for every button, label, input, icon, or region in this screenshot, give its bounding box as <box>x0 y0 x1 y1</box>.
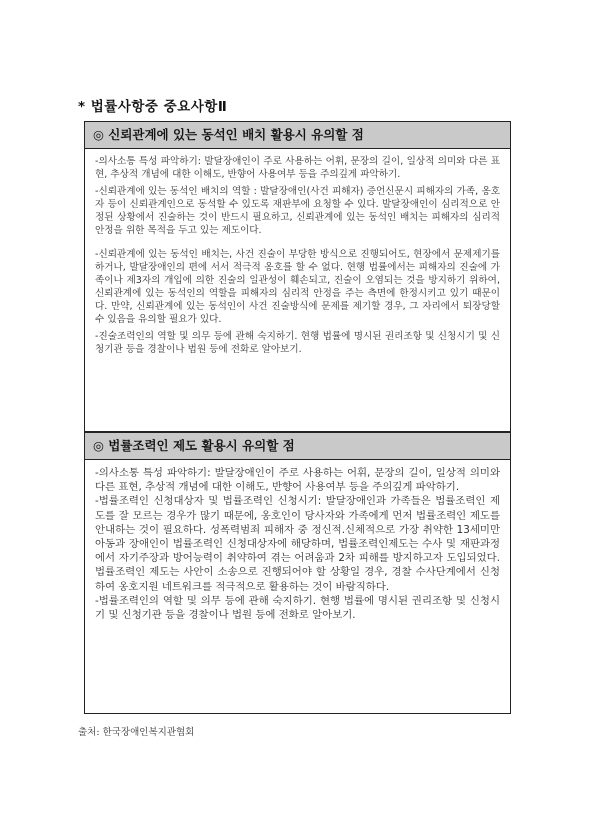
legal-aid-guideline-box <box>84 432 511 714</box>
source-citation: 출처: 한국장애인복지관협회 <box>78 727 195 738</box>
box-body <box>85 460 510 626</box>
paragraph: -진술조력인의 역할 및 의무 등에 관해 숙지하기. 현행 법률에 명시된 권리조항 및 신청시기 및 신청기관 등을 경찰이나 법원 등에 전화로 알아보기. <box>95 331 500 355</box>
box-heading: ◎ 신뢰관계에 있는 동석인 배치 활용시 유의할 점 <box>85 122 510 149</box>
paragraph: -의사소통 특성 파악하기: 발달장애인이 주로 사용하는 어휘, 문장의 길이, 일상적 의미와 다른 표현, 추상적 개념에 대한 이해도, 반향어 사용여부 등을 주의깊게 파악하기. <box>95 467 500 494</box>
paragraph: -법률조력인 신청대상자 및 법률조력인 신청시기: 발달장애인과 가족들은 법률조력인 제도를 잘 모르는 경우가 많기 때문에, 옹호인이 당사자와 가족에게 먼저 법률조력인 제도를 안내하는 것이 필요하다. 성폭력범죄 피해자 중 정신적.신체적으로 가장 취약한 13세미만 아동과 장애인이 법률조력인 신청대상자에 해당하며, 법률조력인제도는 수사 및 재판과정에서 자기주장과 방어능력이 취약하여 겪는 어려움과 2차 피해를 방지하고자 도입되었다. 법률조력인 제도는 사안이 소송으로 진행되어야 할 상황일 경우, 경찰 수사단계에서 신청하여 옹호지원 네트워크를 적극적으로 활용하는 것이 바람직하다. <box>95 495 500 593</box>
box-heading: ◎ 법률조력인 제도 활용시 유의할 점 <box>85 433 510 460</box>
box-body <box>85 149 510 364</box>
paragraph: -신뢰관계에 있는 동석인 배치의 역할 : 발달장애인(사건 피해자) 증언신문시 피해자의 가족, 옹호자 등이 신뢰관계인으로 동석할 수 있도록 재판부에 요청할 수 있다. 발달장애인이 심리적으로 안정된 상황에서 진술하는 것이 반드시 필요하고, 신뢰관계에 있는 동석인 배치는 피해자의 심리적 안정을 위한 목적을 두고 있는 제도이다. <box>95 186 500 236</box>
paragraph: -법률조력인의 역할 및 의무 등에 관해 숙지하기. 현행 법률에 명시된 권리조항 및 신청시기 및 신청기관 등을 경찰이나 법원 등에 전화로 알아보기. <box>95 594 500 622</box>
paragraph: -의사소통 특성 파악하기: 발달장애인이 주로 사용하는 어휘, 문장의 길이, 일상적 의미와 다른 표현, 추상적 개념에 대한 이해도, 반향어 사용여부 등을 주의깊게 파악하기. <box>95 156 500 180</box>
page-title: * 법률사항중 중요사항Ⅱ <box>78 99 228 115</box>
dosukin-guideline-box <box>84 121 511 432</box>
paragraph: -신뢰관계에 있는 동석인 배치는, 사건 진술이 부당한 방식으로 진행되어도, 현장에서 문제제기를 하거나, 발달장애인의 편에 서서 적극적 옹호를 할 수 없다. 현행 법률에서는 피해자의 진술에 가족이나 제3자의 개입에 의한 진술의 일관성이 훼손되고, 진술이 오염되는 것을 방지하기 위하여, 신뢰관계에 있는 동석인의 역할을 피해자의 심리적 안정을 주는 측면에 한정시키고 있기 때문이다. 만약, 신뢰관계에 있는 동석인이 사건 진술방식에 문제를 제기할 경우, 그 자리에서 퇴장당할 수 있음을 유의할 필요가 있다. <box>95 249 500 325</box>
